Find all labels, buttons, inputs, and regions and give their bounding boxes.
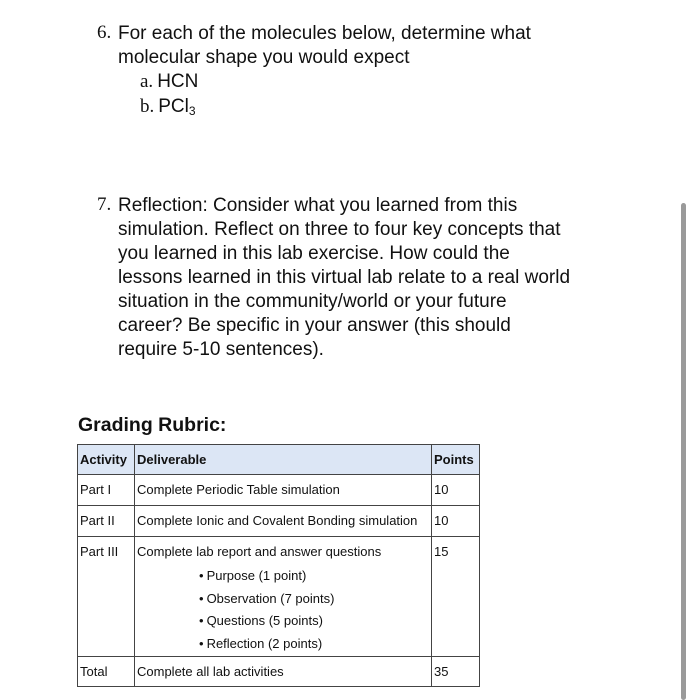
question-7-number: 7. bbox=[97, 194, 112, 215]
row-deliverable-cell bbox=[135, 537, 432, 657]
row-points: 35 bbox=[432, 657, 480, 687]
row-activity: Part I bbox=[78, 475, 135, 506]
row-points: 10 bbox=[432, 475, 480, 506]
table-row bbox=[78, 475, 480, 506]
question-7-text bbox=[118, 194, 570, 362]
item-b-subscript: 3 bbox=[188, 104, 196, 118]
rubric-table bbox=[77, 444, 480, 687]
rubric-title: Grading Rubric: bbox=[78, 414, 227, 436]
question-7-line-1: Reflection: Consider what you learned from this bbox=[118, 195, 518, 216]
header-activity: Activity bbox=[78, 445, 135, 475]
row-deliverable: Complete lab report and answer questions bbox=[137, 544, 382, 559]
question-6-line-2: molecular shape you would expect bbox=[118, 47, 410, 68]
item-a-letter: a. bbox=[140, 71, 154, 92]
question-6-item-b bbox=[140, 95, 196, 119]
row-deliverable: Complete Periodic Table simulation bbox=[135, 475, 432, 506]
bullet-list bbox=[137, 565, 429, 655]
row-points: 15 bbox=[432, 537, 480, 657]
row-deliverable: Complete Ionic and Covalent Bonding simulation bbox=[135, 506, 432, 537]
row-activity: Part II bbox=[78, 506, 135, 537]
row-activity: Total bbox=[78, 657, 135, 687]
question-7-line-3: you learned in this lab exercise. How could the bbox=[118, 243, 510, 264]
item-a-formula: HCN bbox=[157, 71, 199, 92]
row-points: 10 bbox=[432, 506, 480, 537]
question-6-line-1: For each of the molecules below, determine what bbox=[118, 23, 531, 44]
row-activity: Part III bbox=[78, 537, 135, 657]
question-7-line-4: lessons learned in this virtual lab relate to a real world bbox=[118, 267, 571, 288]
question-7-line-2: simulation. Reflect on three to four key concepts that bbox=[118, 219, 561, 240]
header-points: Points bbox=[432, 445, 480, 475]
item-b-formula: PCl bbox=[158, 96, 189, 117]
row-deliverable: Complete all lab activities bbox=[135, 657, 432, 687]
bullet-reflection: • Reflection (2 points) bbox=[199, 633, 429, 656]
bullet-questions: • Questions (5 points) bbox=[199, 610, 429, 633]
question-6-item-a bbox=[140, 70, 198, 94]
table-row bbox=[78, 506, 480, 537]
vertical-scrollbar[interactable] bbox=[681, 203, 686, 700]
item-b-letter: b. bbox=[140, 96, 155, 117]
table-row bbox=[78, 537, 480, 657]
header-deliverable: Deliverable bbox=[135, 445, 432, 475]
question-7-line-6: career? Be specific in your answer (this should bbox=[118, 315, 511, 336]
question-6-number: 6. bbox=[97, 22, 112, 43]
rubric-header-row bbox=[78, 445, 480, 475]
question-6-text bbox=[118, 22, 531, 70]
bullet-observation: • Observation (7 points) bbox=[199, 588, 429, 611]
table-row bbox=[78, 657, 480, 687]
bullet-purpose: • Purpose (1 point) bbox=[199, 565, 429, 588]
question-7-line-5: situation in the community/world or your future bbox=[118, 291, 507, 312]
question-7-line-7: require 5-10 sentences). bbox=[118, 339, 324, 360]
